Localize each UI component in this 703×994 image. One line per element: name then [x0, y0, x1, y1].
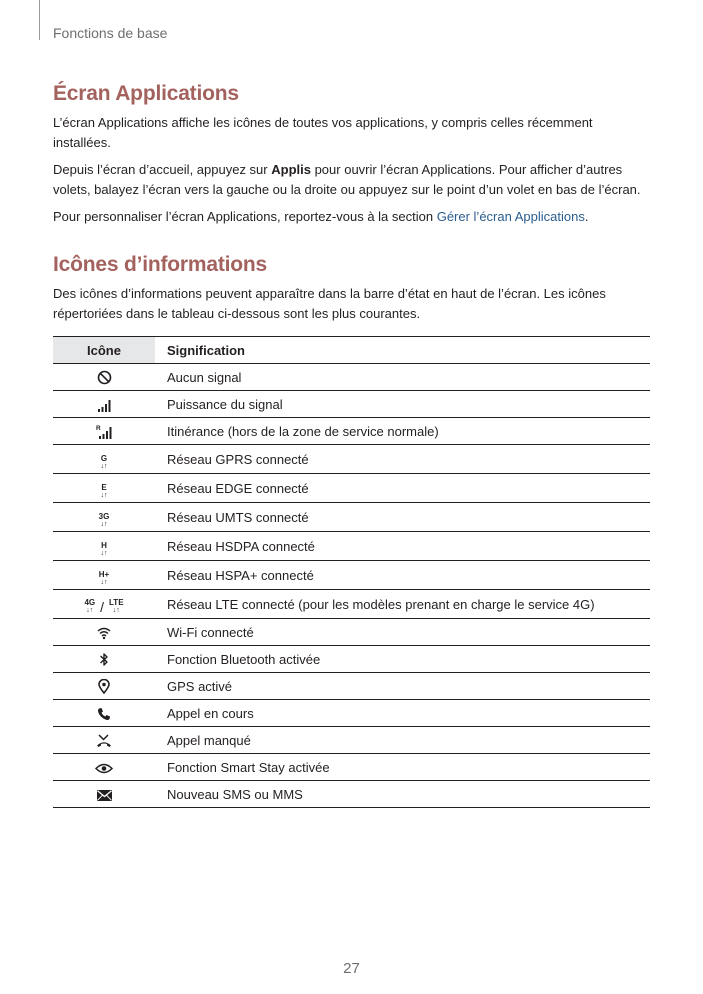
hsdpa-icon: [101, 542, 108, 557]
lte-badge-icon: [109, 599, 124, 614]
paragraph-customize: [53, 207, 650, 227]
table-row: [53, 364, 650, 391]
network-glyph: 3G: [98, 511, 110, 521]
data-arrows-icon: ↓↑: [100, 462, 108, 470]
hspa-plus-icon: [99, 571, 109, 586]
info-icons-table: [53, 336, 650, 808]
network-glyph: G: [100, 453, 108, 463]
table-row: [53, 503, 650, 532]
page-content: [53, 80, 650, 808]
row-label: Réseau EDGE connecté: [155, 474, 650, 503]
bluetooth-icon: [99, 652, 109, 667]
signal-strength-icon: [97, 399, 112, 412]
table-row: [53, 619, 650, 646]
paragraph-text: pour ouvrir l’écran Applications. Pour afficher d’autres volets, balayez l’écran vers la gauche ou la droite ou appuyez sur le point d’un volet en bas de l’écran.: [53, 162, 641, 197]
roaming-icon: [96, 424, 113, 439]
missed-call-icon: [96, 734, 112, 748]
icon-cell: [53, 727, 155, 754]
row-label: Appel manqué: [155, 727, 650, 754]
section-title-info-icons: Icônes d’informations: [53, 253, 267, 276]
row-label: Réseau UMTS connecté: [155, 503, 650, 532]
paragraph-text: Pour personnaliser l’écran Applications, reportez-vous à la section: [53, 209, 437, 224]
wifi-icon: [97, 626, 111, 640]
table-row: [53, 391, 650, 418]
4g-icon: [84, 599, 95, 614]
section-title-applications: Écran Applications: [53, 82, 239, 105]
svg-text:R: R: [95, 425, 101, 433]
running-header: Fonctions de base: [53, 25, 168, 41]
data-arrows-icon: ↓↑: [100, 520, 108, 528]
paragraph-info-icons-intro: Des icônes d’informations peuvent apparaître dans la barre d’état en haut de l’écran. Les icônes répertoriées dans le tableau ci-dessous sont les plus courantes.: [53, 286, 606, 321]
icon-cell: [53, 445, 155, 474]
icon-cell: [53, 673, 155, 700]
row-label: Nouveau SMS ou MMS: [155, 781, 650, 808]
icon-cell: [53, 532, 155, 561]
table-row: [53, 700, 650, 727]
link-manage-applications[interactable]: Gérer l’écran Applications: [436, 209, 585, 224]
icon-cell: [53, 590, 155, 619]
table-row: [53, 445, 650, 474]
column-header-meaning: Signification: [155, 337, 650, 364]
row-label: Aucun signal: [155, 364, 650, 391]
data-arrows-icon: ↓↑: [112, 607, 120, 615]
message-envelope-icon: [97, 790, 112, 801]
table-row: [53, 781, 650, 808]
table-row: [53, 727, 650, 754]
table-row: [53, 590, 650, 619]
table-row: [53, 561, 650, 590]
icon-cell: [53, 474, 155, 503]
paragraph-text: .: [584, 209, 589, 224]
lte-icon: [84, 599, 123, 615]
data-arrows-icon: ↓↑: [100, 578, 108, 586]
icon-cell: [53, 646, 155, 673]
network-glyph: E: [101, 482, 107, 492]
icon-cell: [53, 391, 155, 418]
table-header-row: [53, 337, 650, 364]
icon-cell: [53, 503, 155, 532]
column-header-icon: Icône: [53, 337, 155, 364]
data-arrows-icon: ↓↑: [86, 607, 94, 615]
icon-cell: [53, 754, 155, 781]
phone-call-icon: [97, 707, 111, 721]
icon-cell: [53, 364, 155, 391]
table-row: [53, 474, 650, 503]
icon-cell: [53, 781, 155, 808]
edge-icon: [101, 484, 108, 499]
umts-icon: [99, 513, 110, 528]
row-label: GPS activé: [155, 673, 650, 700]
table-row: [53, 532, 650, 561]
icon-cell: [53, 700, 155, 727]
smart-stay-eye-icon: [95, 763, 113, 774]
row-label: Fonction Bluetooth activée: [155, 646, 650, 673]
icon-cell: [53, 561, 155, 590]
table-row: [53, 754, 650, 781]
data-arrows-icon: ↓↑: [100, 549, 108, 557]
network-glyph: H: [101, 540, 107, 550]
data-arrows-icon: ↓↑: [100, 491, 108, 499]
paragraph-applications-intro: L’écran Applications affiche les icônes de toutes vos applications, y compris celles récemment installées.: [53, 115, 593, 150]
icon-separator: /: [100, 598, 105, 615]
no-signal-icon: [97, 370, 112, 385]
gps-icon: [98, 679, 110, 694]
table-row: [53, 646, 650, 673]
applis-keyword: Applis: [271, 162, 311, 177]
gprs-icon: [101, 455, 108, 470]
row-label: Réseau HSDPA connecté: [155, 532, 650, 561]
network-glyph: H+: [98, 569, 110, 579]
network-glyph: LTE: [109, 598, 124, 608]
row-label: Puissance du signal: [155, 391, 650, 418]
page-number: 27: [343, 960, 360, 977]
row-label: Réseau GPRS connecté: [155, 445, 650, 474]
row-label: Réseau LTE connecté (pour les modèles prenant en charge le service 4G): [155, 590, 650, 619]
table-row: [53, 418, 650, 445]
row-label: Appel en cours: [155, 700, 650, 727]
page-edge-rule: [39, 0, 40, 40]
paragraph-open-applications: [53, 160, 650, 200]
row-label: Itinérance (hors de la zone de service normale): [155, 418, 650, 445]
row-label: Wi-Fi connecté: [155, 619, 650, 646]
row-label: Fonction Smart Stay activée: [155, 754, 650, 781]
network-glyph: 4G: [84, 598, 96, 608]
paragraph-text: Depuis l’écran d’accueil, appuyez sur: [53, 162, 272, 177]
icon-cell: [53, 418, 155, 445]
row-label: Réseau HSPA+ connecté: [155, 561, 650, 590]
table-row: [53, 673, 650, 700]
icon-cell: [53, 619, 155, 646]
